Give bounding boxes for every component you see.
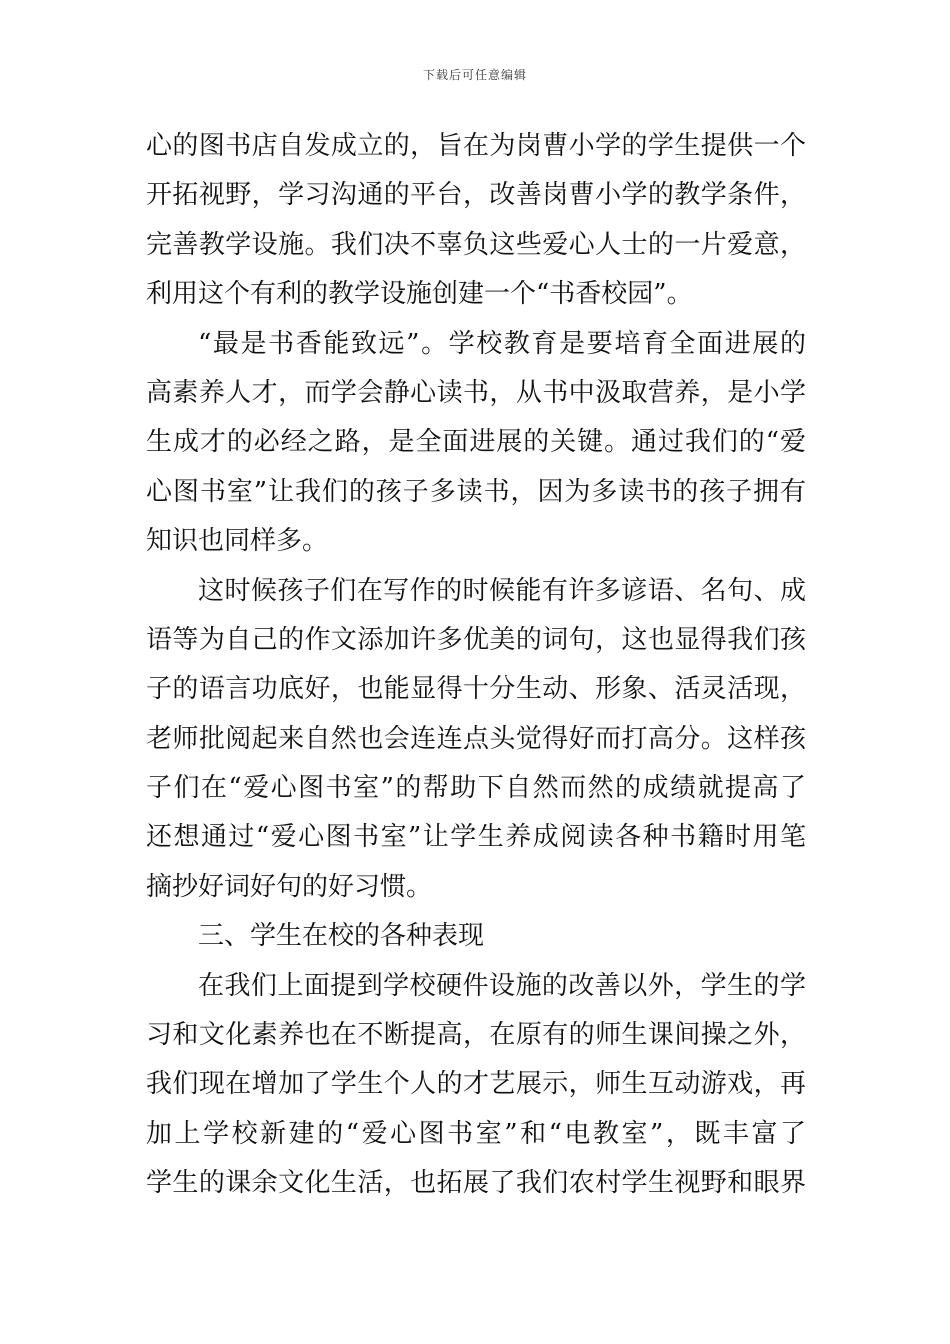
text-line: 子的语言功底好，也能显得十分生动、形象、活灵活现， — [146, 674, 806, 705]
text-line: 我们现在增加了学生个人的才艺展示，师生互动游戏，再 — [146, 1069, 806, 1100]
text-line: 摘抄好词好句的好习惯。 — [146, 871, 433, 902]
text-line: 子们在“爱心图书室”的帮助下自然而然的成绩就提高了 — [146, 773, 806, 804]
text-line: 学生的课余文化生活，也拓展了我们农村学生视野和眼界 — [146, 1168, 806, 1199]
text-line: 老师批阅起来自然也会连连点头觉得好而打高分。这样孩 — [146, 723, 806, 754]
text-line: 还想通过“爱心图书室”让学生养成阅读各种书籍时用笔 — [146, 822, 806, 853]
text-line: 心图书室”让我们的孩子多读书，因为多读书的孩子拥有 — [146, 476, 806, 507]
text-line: 高素养人才，而学会静心读书，从书中汲取营养，是小学 — [146, 377, 806, 408]
text-line: 加上学校新建的“爱心图书室”和“电教室”，既丰富了 — [146, 1118, 806, 1149]
text-line: 完善教学设施。我们决不辜负这些爱心人士的一片爱意， — [146, 229, 806, 260]
text-line-paragraph-start: 这时候孩子们在写作的时候能有许多谚语、名句、成 — [198, 575, 806, 606]
text-line-paragraph-start: 在我们上面提到学校硬件设施的改善以外，学生的学 — [198, 970, 806, 1001]
text-line: 心的图书店自发成立的，旨在为岗曹小学的学生提供一个 — [146, 131, 806, 161]
text-line-paragraph-start: “最是书香能致远”。学校教育是要培育全面进展的 — [198, 328, 806, 359]
body-text — [146, 122, 806, 1209]
text-line: 知识也同样多。 — [146, 526, 329, 557]
header-note: 下载后可任意编辑 — [422, 68, 527, 82]
text-line: 生成才的必经之路，是全面进展的关键。通过我们的“爱 — [146, 427, 806, 458]
text-line: 语等为自己的作文添加许多优美的词句，这也显得我们孩 — [146, 624, 806, 655]
text-line: 开拓视野，学习沟通的平台，改善岗曹小学的教学条件， — [146, 180, 806, 211]
section-heading: 三、学生在校的各种表现 — [198, 921, 485, 952]
text-line: 利用这个有利的教学设施创建一个“书香校园”。 — [146, 279, 693, 310]
text-line: 习和文化素养也在不断提高，在原有的师生课间操之外， — [146, 1020, 806, 1051]
